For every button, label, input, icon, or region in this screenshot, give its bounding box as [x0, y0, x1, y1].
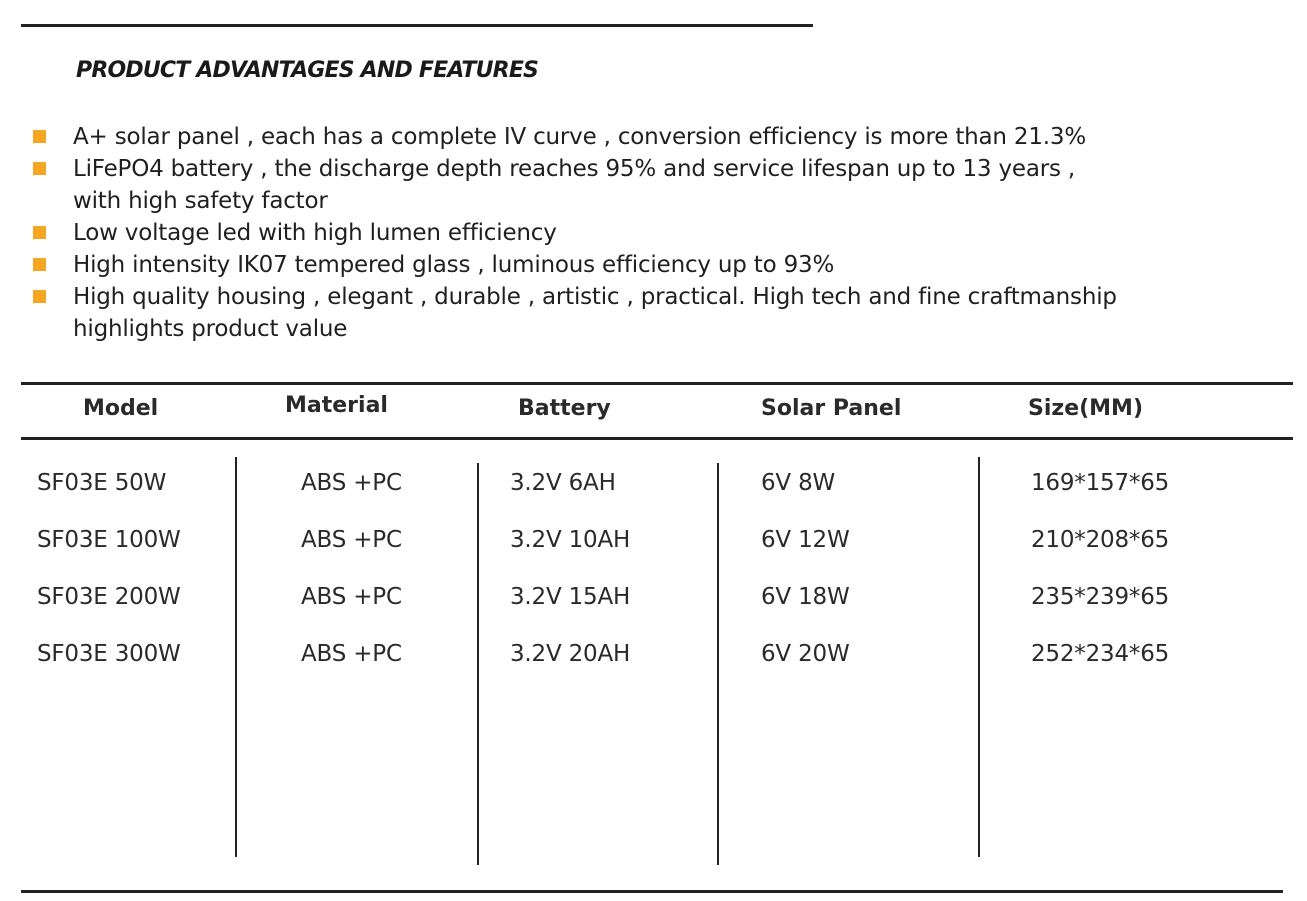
- square-bullet-icon: [33, 226, 46, 239]
- feature-item: [33, 153, 1263, 217]
- column-divider: [717, 463, 719, 865]
- cell-size: 169*157*65: [1031, 470, 1170, 496]
- cell-battery: 3.2V 6AH: [510, 470, 616, 496]
- cell-model: SF03E 100W: [37, 527, 181, 553]
- column-divider: [477, 463, 479, 865]
- cell-size: 252*234*65: [1031, 641, 1170, 667]
- feature-text: Low voltage led with high lumen efficiency: [73, 220, 557, 246]
- cell-size: 210*208*65: [1031, 527, 1170, 553]
- square-bullet-icon: [33, 130, 46, 143]
- header-model: Model: [83, 396, 159, 421]
- square-bullet-icon: [33, 290, 46, 303]
- feature-text: High intensity IK07 tempered glass , luminous efficiency up to 93%: [73, 252, 835, 278]
- cell-material: ABS +PC: [301, 584, 402, 610]
- column-divider: [235, 457, 237, 857]
- cell-model: SF03E 200W: [37, 584, 181, 610]
- feature-item: [33, 121, 1263, 153]
- feature-text-continued: with high safety factor: [73, 188, 328, 214]
- feature-item: [33, 281, 1263, 345]
- feature-text: A+ solar panel , each has a complete IV curve , conversion efficiency is more than 21.3%: [73, 124, 1086, 150]
- cell-solar-panel: 6V 8W: [761, 470, 836, 496]
- feature-text: LiFePO4 battery , the discharge depth reaches 95% and service lifespan up to 13 years ,: [73, 156, 1075, 182]
- feature-text: High quality housing , elegant , durable , artistic , practical. High tech and fine craftmanship: [73, 284, 1117, 310]
- column-divider: [978, 457, 980, 857]
- cell-model: SF03E 50W: [37, 470, 167, 496]
- feature-item: [33, 217, 1263, 249]
- header-solar-panel: Solar Panel: [761, 396, 902, 421]
- cell-solar-panel: 6V 20W: [761, 641, 850, 667]
- table-header-rule: [21, 437, 1293, 440]
- feature-item: [33, 249, 1263, 281]
- top-divider: [21, 24, 813, 27]
- feature-list: [33, 121, 1263, 345]
- cell-model: SF03E 300W: [37, 641, 181, 667]
- header-material: Material: [285, 393, 388, 418]
- feature-text-continued: highlights product value: [73, 316, 348, 342]
- cell-size: 235*239*65: [1031, 584, 1170, 610]
- cell-battery: 3.2V 20AH: [510, 641, 631, 667]
- square-bullet-icon: [33, 162, 46, 175]
- header-size: Size(MM): [1028, 396, 1144, 421]
- cell-material: ABS +PC: [301, 641, 402, 667]
- table-top-rule: [21, 382, 1293, 385]
- square-bullet-icon: [33, 258, 46, 271]
- section-heading: PRODUCT ADVANTAGES AND FEATURES: [76, 58, 539, 83]
- cell-material: ABS +PC: [301, 527, 402, 553]
- cell-battery: 3.2V 10AH: [510, 527, 631, 553]
- cell-battery: 3.2V 15AH: [510, 584, 631, 610]
- cell-material: ABS +PC: [301, 470, 402, 496]
- header-battery: Battery: [518, 396, 611, 421]
- cell-solar-panel: 6V 12W: [761, 527, 850, 553]
- cell-solar-panel: 6V 18W: [761, 584, 850, 610]
- table-bottom-rule: [21, 890, 1283, 893]
